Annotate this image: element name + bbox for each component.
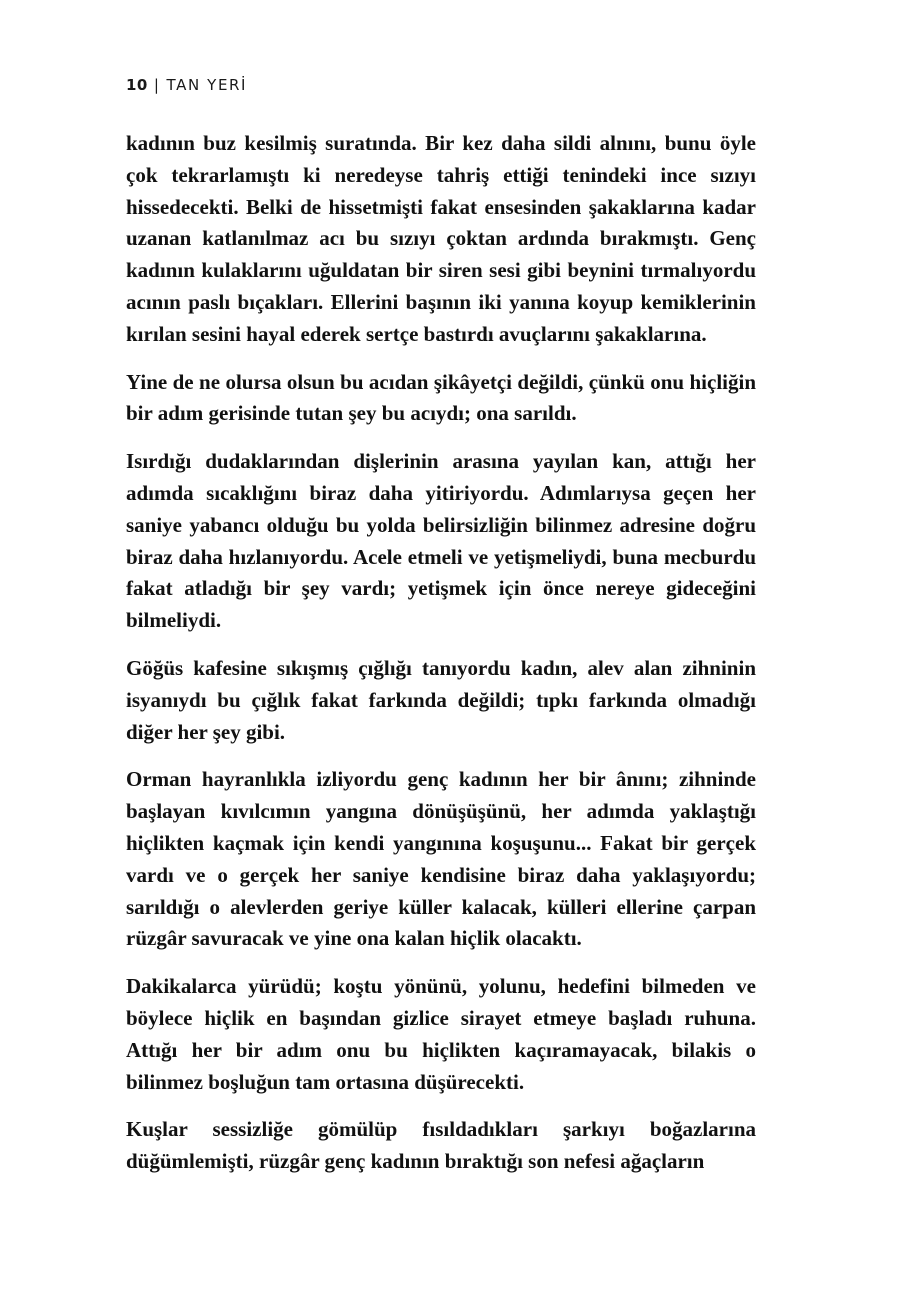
paragraph-5: Orman hayranlıkla izliyordu genç kadının her bir ânını; zihninde başlayan kıvılcımın yangına dönüşüşünü, her adımda yaklaştığı hiçlikten kaçmak için kendi yangınına koşuşunu... Fakat bir gerçek vardı ve o gerçek her saniye kendisine biraz daha yaklaşıyordu; sarıldığı o alevlerden geriye küller kalacak, külleri ellerine çarpan rüzgâr savuracak ve yine ona kalan hiçlik olacaktı. [126,767,756,951]
book-title: TAN YERİ [166,76,248,94]
paragraph-3: Isırdığı dudaklarından dişlerinin arasına yayılan kan, attığı her adımda sıcaklığını biraz daha yitiriyordu. Adımlarıysa geçen her saniye yabancı olduğu bu yolda belirsizliğin bilinmez adresine doğru biraz daha hızlanıyordu. Acele etmeli ve yetişmeliydi, buna mecburdu fakat atladığı bir şey vardı; yetişmek için önce nereye gideceğini bilmeliydi. [126,449,756,633]
body-text [126,128,756,1194]
running-header [126,76,247,94]
paragraph-7: Kuşlar sessizliğe gömülüp fısıldadıkları şarkıyı boğazlarına düğümlemişti, rüzgâr genç kadının bıraktığı son nefesi ağaçların [126,1117,756,1174]
page-number: 10 [126,76,148,94]
paragraph-6: Dakikalarca yürüdü; koştu yönünü, yolunu, hedefini bilmeden ve böylece hiçlik en başından gizlice sirayet etmeye başladı ruhuna. Attığı her bir adım onu bu hiçlikten kaçıramayacak, bilakis o bilinmez boşluğun tam ortasına düşürecekti. [126,974,756,1094]
paragraph-1: kadının buz kesilmiş suratında. Bir kez daha sildi alnını, bunu öyle çok tekrarlamıştı ki neredeyse tahriş ettiği tenindeki ince sızıyı hissedecekti. Belki de hissetmişti fakat ensesinden şakaklarına kadar uzanan katlanılmaz acı bu sızıyı çoktan ardında bırakmıştı. Genç kadının kulaklarını uğuldatan bir siren sesi gibi beynini tırmalıyordu acının paslı bıçakları. Ellerini başının iki yanına koyup kemiklerinin kırılan sesini hayal ederek sertçe bastırdı avuçlarını şakaklarına. [126,131,756,346]
paragraph-4: Göğüs kafesine sıkışmış çığlığı tanıyordu kadın, alev alan zihninin isyanıydı bu çığlık fakat farkında değildi; tıpkı farkında olmadığı diğer her şey gibi. [126,655,756,744]
header-separator: | [153,76,161,94]
paragraph-2: Yine de ne olursa olsun bu acıdan şikâyetçi değildi, çünkü onu hiçliğin bir adım gerisinde tutan şey bu acıydı; ona sarıldı. [126,369,756,426]
